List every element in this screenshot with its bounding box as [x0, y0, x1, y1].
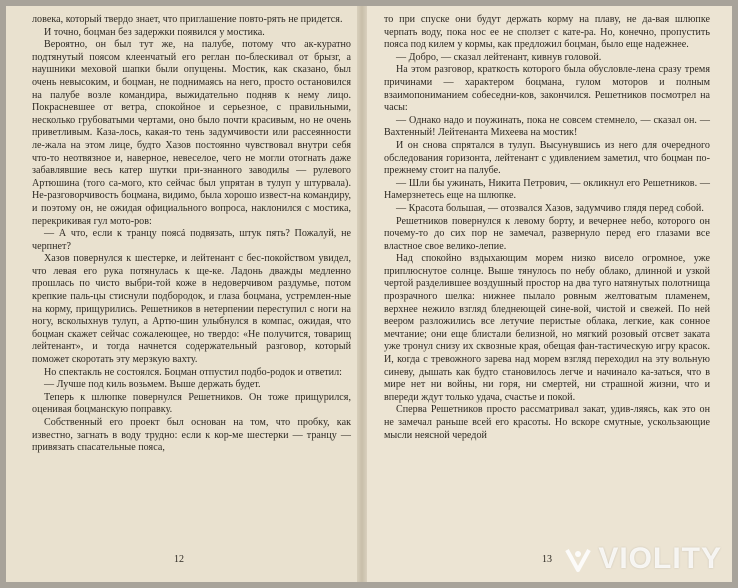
paragraph: — А что, если к транцу поясá подвязать, штук пять? Пожалуй, не черпнет?: [32, 228, 351, 252]
paragraph: Вероятно, он был тут же, на палубе, потому что ак-куратно подтянутый поясом клеенчатый его реглан по-блескивал от брызг, а наушники меховой шапки были опущены. Мостик, как сказано, был очень невысоким, и боцман, не поднимаясь на него, просто остановился на палубе возле командира, выжидательно подняв к нему лицо. Покрасневшее от ветра, спокойное и серьезное, с правильными, несколько грубоватыми чертами, оно было почти красивым, но не очень приветливым. Каза-лось, какая-то тень задумчивости или рассеянности ле-жала на этом лице, будто Хазов постоянно чувствовал внутри себя что-то неотвязное и, наверное, невеселое, чего не могли отогнать даже забавлявшие весь катер шутки при-знанного заводилы — рулевого Артюшина (того са-мого, кто сейчас был упрятан в тулуп у штурвала). Не-разговорчивость боцмана, видимо, была хорошо извест-на командиру, и поэтому он, не ожидая официального вопроса, наклонился с мостика, перекрикивая гул мото-ров:: [32, 39, 351, 227]
paragraph: На этом разговор, краткость которого была обусловле-лена сразу тремя причинами — характером боцмана, гулом моторов и полным взаимопониманием собеседни-ков, закончился. Решетников посмотрел на часы:: [384, 64, 710, 114]
paragraph: — Однако надо и поужинать, пока не совсем стемнело, — сказал он. — Вахтенный! Лейтенанта Михеева на мостик!: [384, 114, 710, 139]
paragraph: Теперь к шлюпке повернулся Решетников. Он тоже прищурился, оценивая боцманскую поправку.: [32, 391, 351, 416]
book-spread: [6, 6, 732, 582]
paragraph: — Лучше под киль возьмем. Выше держать будет.: [44, 379, 261, 391]
watermark: [564, 542, 722, 576]
violity-logo-icon: [564, 545, 592, 573]
left-page: [6, 6, 366, 582]
right-page-text: [384, 14, 710, 442]
paragraph: — Красота большая, — отозвался Хазов, задумчиво глядя перед собой.: [396, 202, 704, 214]
paragraph: Над спокойно вздыхающим морем низко висело огромное, уже приплюснутое солнце. Выше тянулось по небу облако, длинной и узкой чертой разделившее воздушный простор на два туго натянутых полотнища прозрачного шелка: нижнее пылало ровным желтоватым пламенем, верхнее нежило взгляд бледнеющей сине-вой, чистой и свежей. По ней веером разложились все летучие перистые облака, легкие, как сонное мечтание; они еще блистали белизной, но мягкий розовый отсвет заката уже тронул снизу их сквозные края, обещая фан-тастическую игру красок. И, когда с тревожного зарева над морем взгляд переходил на эту вольную синеву, дышать как будто становилось легче и начинало ка-заться, что в мире нет ни войны, ни горя, ни смертей, ни страшной жизни, что и впереди ждут только удача, счастье и покой.: [384, 253, 710, 403]
watermark-text: VIOLITY: [598, 542, 722, 575]
left-page-text: [32, 14, 351, 455]
paragraph: Решетников повернулся к левому борту, и вечернее небо, которого он почему-то до сих пор не замечал, развернуло перед его глазами все властное свое велико-лепие.: [384, 215, 710, 252]
paragraph: Хазов повернулся к шестерке, и лейтенант с бес-покойством увидел, что левая его рука потянулась к ще-ке. Ладонь дважды медленно прошлась по чисто выбри-той коже в недоверчивом раздумье, потом крепкие паль-цы стиснули подбородок, и глаза боцмана, устремлен-ные на корму, прищурились. Решетников в нетерпении переступил с ноги на ногу, всколыхнув тулуп, а Артю-шин улыбнулся в компас, ожидая, что боцман скажет сейчас сожалеющее, но твердо: «Не получится, товарищ лейтенант», и тогда начнется содержательный разговор, который поможет скоротать эту мерзкую вахту.: [32, 253, 351, 366]
paragraph: — Добро, — сказал лейтенант, кивнув головой.: [396, 51, 602, 63]
paragraph: И точно, боцман без задержки появился у мостика.: [44, 26, 265, 38]
paragraph: ловека, который твердо знает, что приглашение повто-рять не придется.: [32, 14, 343, 25]
paragraph: И он снова спрятался в тулуп. Высунувшись из него для очередного обследования горизонта, лейтенант с удивлением заметил, что боцман по-прежнему стоит на палубе.: [384, 139, 710, 177]
right-page: [366, 6, 732, 582]
left-page-number: 12: [174, 554, 184, 565]
paragraph: Собственный его проект был основан на том, что пробку, как известно, загнать в воду трудно: если к кор-ме шестерки — транцу — привязать спасательные пояса,: [32, 417, 351, 454]
book-gutter: [357, 6, 367, 582]
paragraph: — Шли бы ужинать, Никита Петрович, — окликнул его Решетников. — Намерзнетесь еще на шлюпке.: [384, 177, 710, 202]
paragraph: то при спуске они будут держать корму на плаву, не да-вая шлюпке черпать воду, пока нос ее не сползет с кате-ра. Но, конечно, пропустить пояса под килем у кормы, как предложил боцман, было еще надежнее.: [384, 14, 710, 51]
paragraph: Сперва Решетников просто рассматривал закат, удив-ляясь, как это он не замечал раньше всей его красоты. Но вскоре смутные, ускользающие мысли неясной чередой: [384, 404, 710, 441]
paragraph: Но спектакль не состоялся. Боцман отпустил подбо-родок и ответил:: [44, 366, 342, 378]
right-page-number: 13: [542, 554, 552, 565]
